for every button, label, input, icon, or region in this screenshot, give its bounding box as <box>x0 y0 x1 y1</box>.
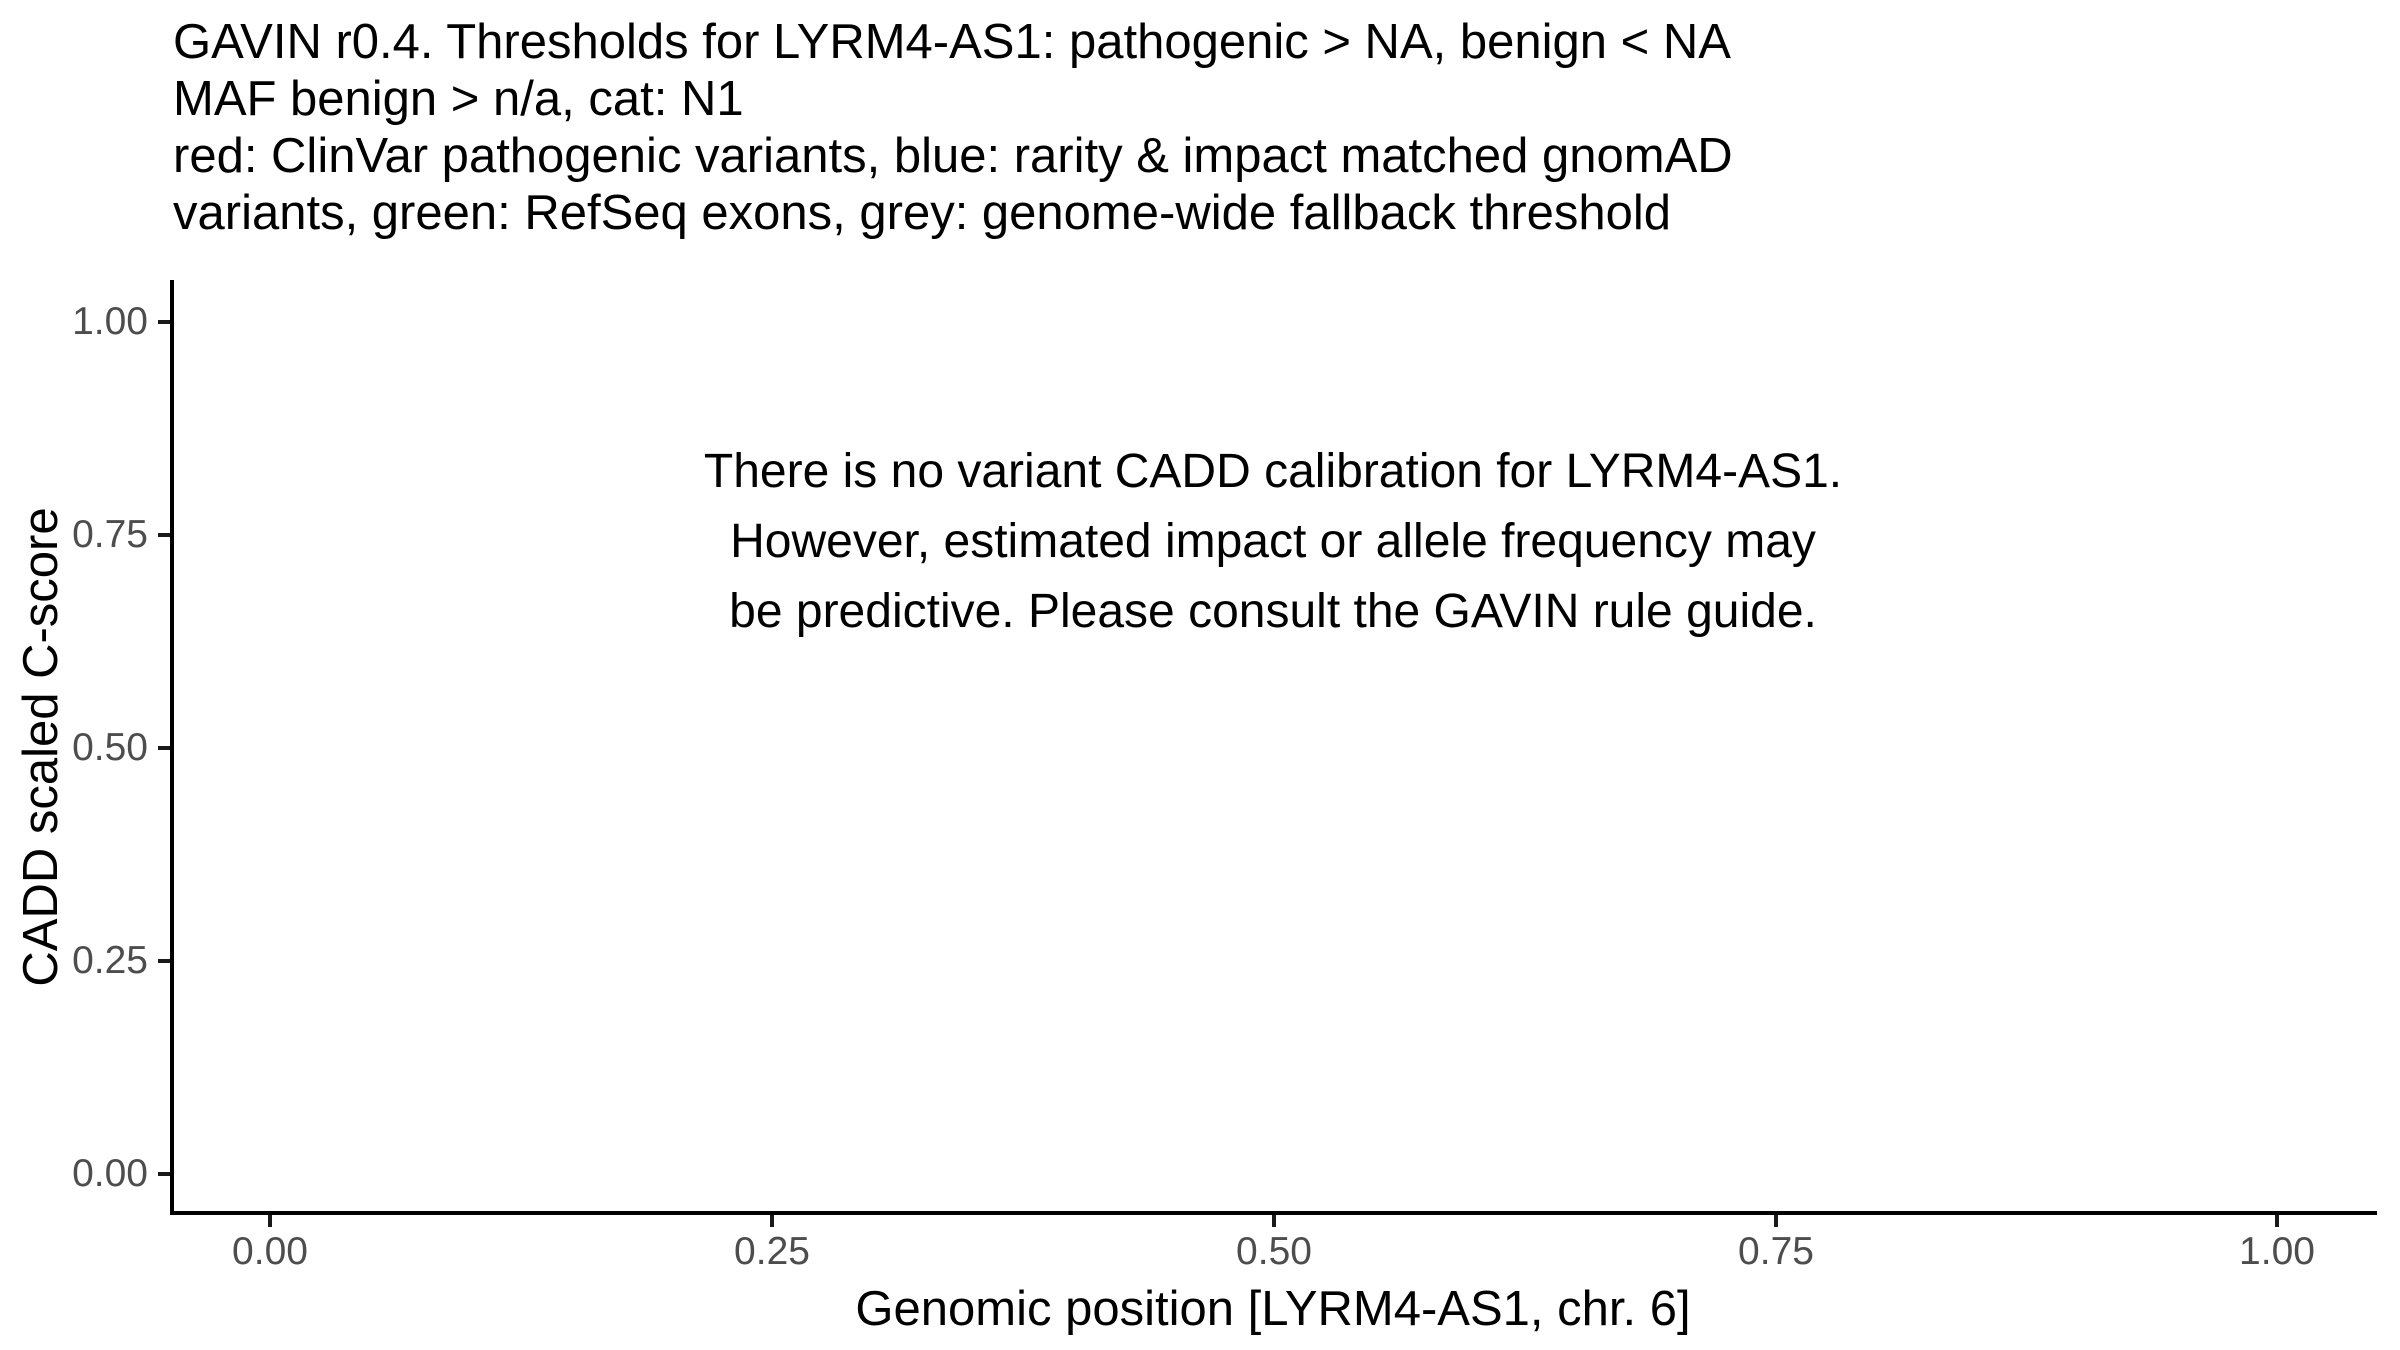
y-tick-label: 0.25 <box>72 939 148 982</box>
y-tick-label: 0.50 <box>72 726 148 769</box>
annotation-line-3: be predictive. Please consult the GAVIN rule guide. <box>729 585 1817 638</box>
x-tick-mark <box>1272 1215 1276 1227</box>
chart-title <box>173 14 1733 242</box>
x-tick-label: 0.50 <box>1236 1230 1312 1273</box>
y-tick-mark <box>158 320 170 324</box>
annotation-line-2: However, estimated impact or allele frequency may <box>730 515 1816 568</box>
y-tick-label: 0.00 <box>72 1152 148 1195</box>
chart-title-line-3: red: ClinVar pathogenic variants, blue: rarity & impact matched gnomAD <box>173 129 1733 183</box>
y-tick-mark <box>158 746 170 750</box>
chart-title-line-1: GAVIN r0.4. Thresholds for LYRM4-AS1: pathogenic > NA, benign < NA <box>173 15 1731 69</box>
y-tick-mark <box>158 1172 170 1176</box>
x-tick-label: 0.75 <box>1738 1230 1814 1273</box>
chart-title-line-2: MAF benign > n/a, cat: N1 <box>173 72 744 126</box>
y-tick-label: 1.00 <box>72 300 148 343</box>
y-tick-mark <box>158 533 170 537</box>
x-tick-label: 0.25 <box>734 1230 810 1273</box>
no-calibration-annotation <box>473 437 2073 647</box>
x-tick-mark <box>268 1215 272 1227</box>
y-tick-label: 0.75 <box>72 513 148 556</box>
y-axis-line <box>170 280 174 1215</box>
x-tick-label: 0.00 <box>232 1230 308 1273</box>
y-axis-title: CADD scaled C-score <box>14 507 68 987</box>
chart-title-line-4: variants, green: RefSeq exons, grey: genome-wide fallback threshold <box>173 186 1672 240</box>
x-tick-label: 1.00 <box>2239 1230 2315 1273</box>
x-tick-mark <box>770 1215 774 1227</box>
y-tick-mark <box>158 959 170 963</box>
annotation-line-1: There is no variant CADD calibration for LYRM4-AS1. <box>703 445 1843 498</box>
x-tick-mark <box>1774 1215 1778 1227</box>
x-axis-title: Genomic position [LYRM4-AS1, chr. 6] <box>855 1282 1691 1336</box>
x-tick-mark <box>2275 1215 2279 1227</box>
